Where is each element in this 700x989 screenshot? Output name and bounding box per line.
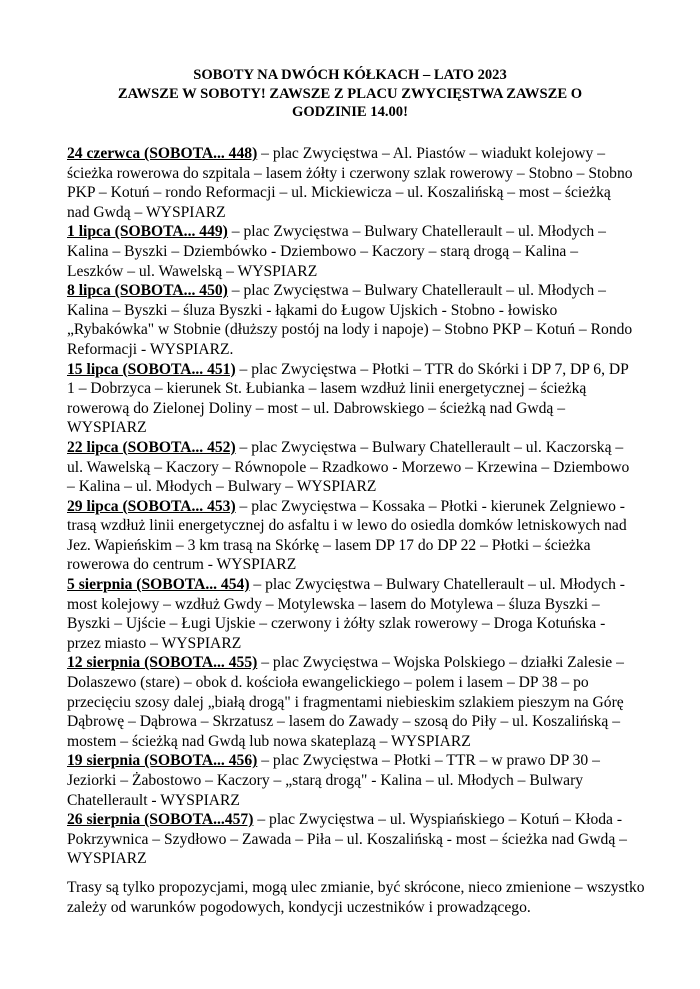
route-description: – plac Zwycięstwa – Bulwary Chatellerault – ul. Kaczorską – ul. Wawelską – Kaczory – Równopole – Rzadkowo - Morzewo – Krzewina – Dziembowo – Kalina – ul. Młodych – Bulwary – WYSPIARZ [67, 438, 630, 496]
route-date: 29 lipca (SOBOTA... 453) [67, 497, 236, 515]
header-subtitle: ZAWSZE W SOBOTY! ZAWSZE Z PLACU ZWYCIĘSTWA ZAWSZE O [117, 85, 583, 102]
route-date: 22 lipca (SOBOTA... 452) [67, 438, 236, 456]
route-date: 19 sierpnia (SOBOTA... 456) [67, 752, 258, 770]
route-entry [67, 222, 637, 281]
route-entry [67, 575, 637, 653]
route-entry [67, 438, 637, 497]
route-list [67, 144, 637, 869]
route-entry [67, 653, 637, 751]
route-description: – plac Zwycięstwa – Kossaka – Płotki - kierunek Zelgniewo - trasą wzdłuż linii energetycznej do asfaltu i w lewo do osiedla domków letniskowych nad Jez. Wapieńskim – 3 km trasą na Skórkę – lasem DP 17 do DP 22 – Płotki – ścieżka rowerowa do centrum - WYSPIARZ [67, 497, 627, 574]
route-entry [67, 751, 637, 810]
route-description: – plac Zwycięstwa – Al. Piastów – wiadukt kolejowy – ścieżka rowerowa do szpitala – lasem żółty i czerwony szlak rowerowy – Stobno – Stobno PKP – Kotuń – rondo Reformacji – ul. Mickiewicza – ul. Koszalińską – most – ścieżką nad Gwdą – WYSPIARZ [67, 145, 633, 221]
route-description: – plac Zwycięstwa – Bulwary Chatellerault – ul. Młodych - most kolejowy – wzdłuż Gwdy – Motylewska – lasem do Motylewa – śluza Byszki – Byszki – Ujście – Ługi Ujskie – czerwony i żółty szlak rowerowy – Droga Kotuńska - przez miasto – WYSPIARZ [67, 576, 625, 652]
route-date: 24 czerwca (SOBOTA... 448) [67, 145, 258, 162]
route-entry [67, 144, 637, 222]
route-description: – plac Zwycięstwa – Płotki – TTR do Skórki i DP 7, DP 6, DP 1 – Dobrzyca – kierunek St. Łubianka – lasem wzdłuż linii energetycznej – ścieżką rowerową do Zielonej Doliny – most – ul. Dabrowskiego – ścieżką nad Gwdą – WYSPIARZ [67, 360, 629, 437]
disclaimer-note: Trasy są tylko propozycjami, mogą ulec zmianie, być skrócone, nieco zmienione – wszystko zależy od warunków pogodowych, kondycji uczestników i prowadzącego. [67, 879, 645, 916]
route-date: 8 lipca (SOBOTA... 450) [67, 282, 228, 300]
route-entry [67, 497, 637, 575]
route-entry [67, 810, 637, 869]
route-date: 1 lipca (SOBOTA... 449) [67, 223, 228, 241]
route-entry [67, 281, 637, 359]
header-title: SOBOTY NA DWÓCH KÓŁKACH – LATO 2023 [193, 67, 507, 83]
route-description: – plac Zwycięstwa – Wojska Polskiego – działki Zalesie – Dolaszewo (stare) – obok d. kościoła ewangelickiego – polem i lasem – DP 38 – po przecięciu szosy dalej „białą drogą" i fragmentami niebieskim szlakiem pieszym na Górę Dąbrowę – Dąbrowa – Skrzatusz – lasem do Zawady – szosą do Piły – ul. Koszalińską – mostem – ścieżką nad Gwdą lub nowa skateplazą – WYSPIARZ [67, 654, 624, 750]
route-description: – plac Zwycięstwa – Bulwary Chatellerault – ul. Młodych – Kalina – Byszki – Dziembówko - Dziembowo – Kaczory – starą drogą – Kalina – Leszków – ul. Wawelską – WYSPIARZ [67, 223, 606, 280]
route-date: 15 lipca (SOBOTA... 451) [67, 360, 236, 378]
route-date: 12 sierpnia (SOBOTA... 455) [67, 654, 258, 672]
route-date: 5 sierpnia (SOBOTA... 454) [67, 576, 250, 594]
route-description: – plac Zwycięstwa – Płotki – TTR – w prawo DP 30 – Jeziorki – Żabostowo – Kaczory – „starą drogą" - Kalina – ul. Młodych – Bulwary Chatellerault - WYSPIARZ [67, 752, 600, 809]
document-header [60, 66, 640, 122]
route-description: – plac Zwycięstwa – ul. Wyspiańskiego – Kotuń – Kłoda - Pokrzywnica – Szydłowo – Zawada – Piła – ul. Koszalińską - most – ścieżka nad Gwdą – WYSPIARZ [67, 811, 627, 868]
route-entry [67, 360, 637, 438]
route-date: 26 sierpnia (SOBOTA...457) [67, 811, 254, 829]
header-time: GODZINIE 14.00! [292, 104, 408, 120]
route-description: – plac Zwycięstwa – Bulwary Chatellerault – ul. Młodych – Kalina – Byszki – śluza Byszki - łąkami do Ługow Ujskich - Stobno - łowisko „Rybakówka" w Stobnie (dłuższy postój na lody i napoje) – Stobno PKP – Kotuń – Rondo Reformacji - WYSPIARZ. [67, 282, 633, 358]
